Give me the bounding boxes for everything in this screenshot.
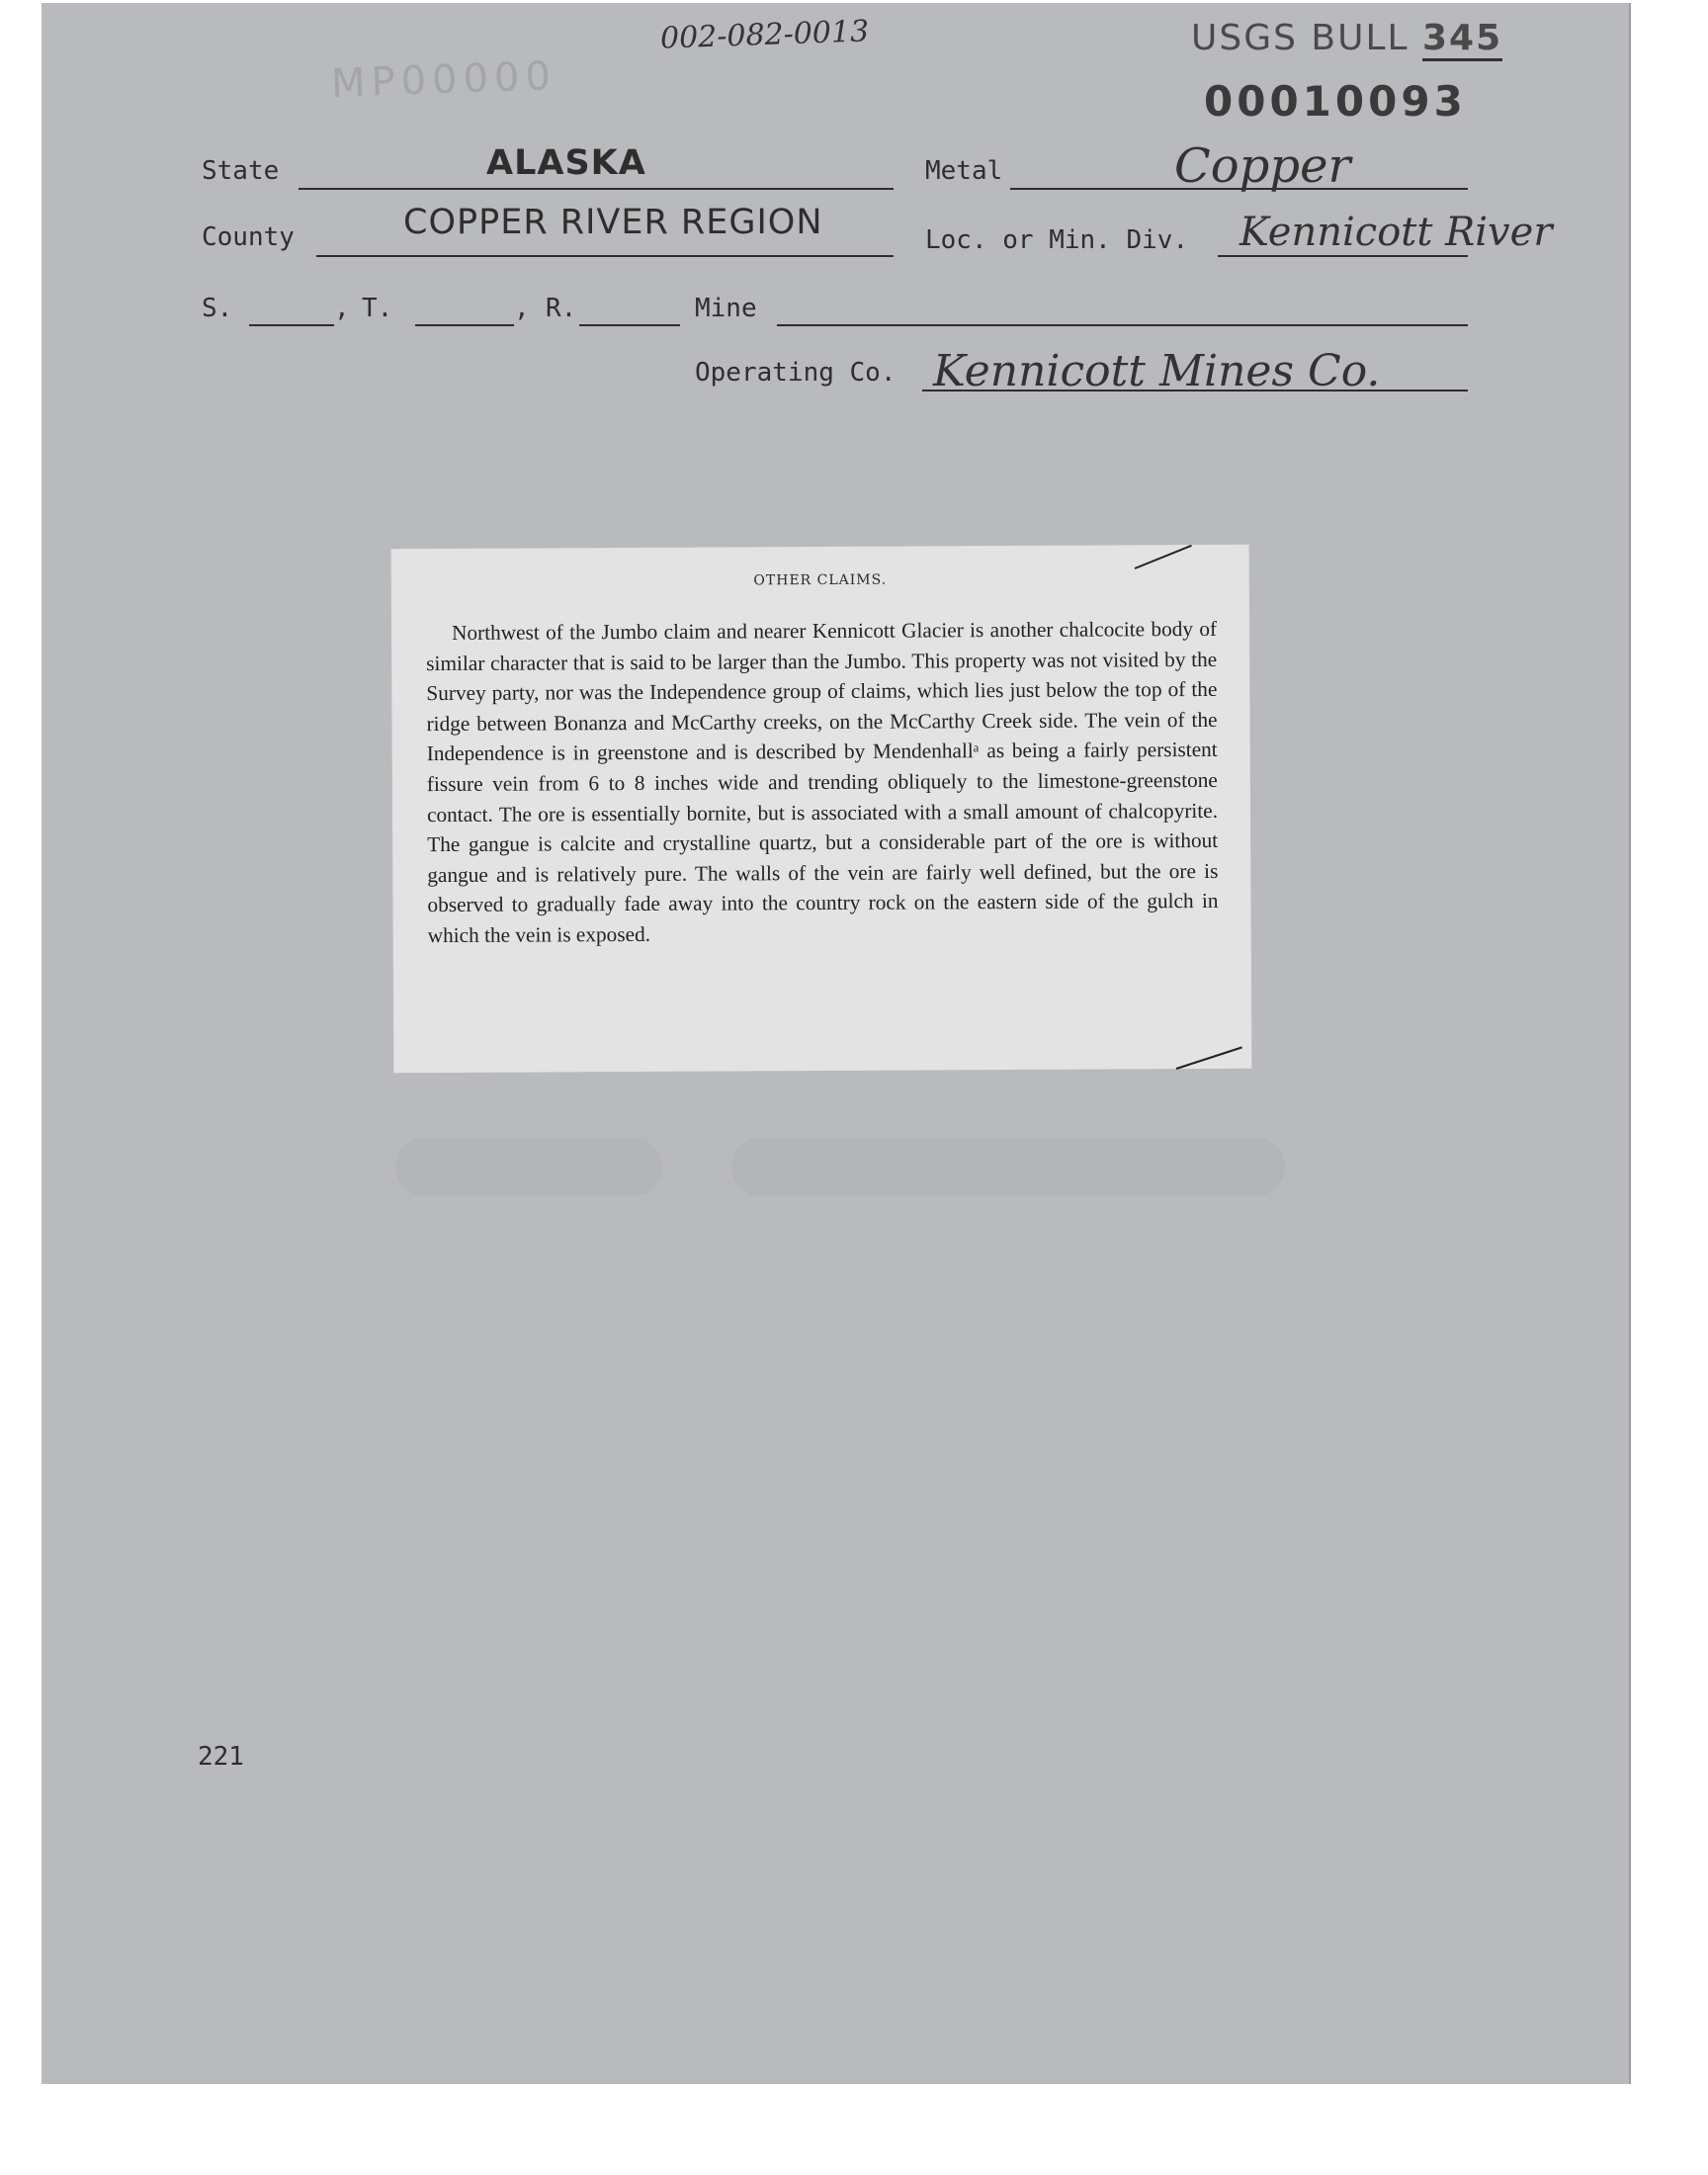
section-line xyxy=(249,324,334,326)
bleed-through-mark xyxy=(395,1137,662,1196)
state-value: ALASKA xyxy=(486,143,646,183)
record-number: 00010093 xyxy=(1204,77,1467,126)
mine-line xyxy=(777,324,1468,326)
operating-value: Kennicott Mines Co. xyxy=(933,346,1381,396)
clipping-paragraph: Northwest of the Jumbo claim and nearer Kennicott Glacier is another chalcocite body of similar character that is said to be larger than the Jumbo. This property was not visited by the Survey party, nor was the Independence group of claims, which lies just below the top of the ridge between Bonanza and McCarthy creeks, on the McCarthy Creek side. The vein of the Independence is in greenstone and is described by Mendenhallᵃ as being a fairly persistent fissure vein from 6 to 8 inches wide and trending obliquely to the limestone-greenstone contact. The ore is essentially bornite, but is associated with a small amount of chalcopyrite. The gangue is calcite and crystalline quartz, but a considerable part of the ore is without gangue and is relatively pure. The walls of the vein are fairly well defined, but the ore is observed to gradually fade away into the country rock on the eastern side of the gulch in which the vein is exposed. xyxy=(426,616,1219,948)
bleed-through-mark xyxy=(731,1137,1285,1196)
operating-label: Operating Co. xyxy=(695,358,897,388)
section-label: S. xyxy=(202,294,233,323)
county-value: COPPER RIVER REGION xyxy=(403,203,823,242)
bulletin-prefix: USGS BULL xyxy=(1191,18,1422,58)
range-line xyxy=(579,324,680,326)
section-comma: , xyxy=(334,294,350,323)
township-comma: , xyxy=(514,294,530,323)
range-label: R. xyxy=(546,294,577,323)
state-line xyxy=(299,188,894,190)
file-number: 002-082-0013 xyxy=(659,14,870,56)
loc-value: Kennicott River xyxy=(1239,210,1553,255)
county-label: County xyxy=(202,222,295,252)
township-label: T. xyxy=(362,294,393,323)
clipping-body xyxy=(426,614,1219,951)
bulletin-number: 345 xyxy=(1422,18,1502,61)
county-line xyxy=(316,255,894,257)
township-line xyxy=(415,324,514,326)
bulletin-label xyxy=(1191,18,1502,58)
mine-label: Mine xyxy=(695,294,757,323)
loc-label: Loc. or Min. Div. xyxy=(925,225,1189,255)
loc-line xyxy=(1218,255,1468,257)
page-number: 221 xyxy=(198,1742,244,1772)
faint-stamp: MP00000 xyxy=(330,53,557,107)
metal-label: Metal xyxy=(925,156,1003,186)
metal-value: Copper xyxy=(1174,138,1351,194)
state-label: State xyxy=(202,156,280,186)
clipping-heading: OTHER CLAIMS. xyxy=(753,571,888,589)
article-clipping xyxy=(391,545,1252,1074)
